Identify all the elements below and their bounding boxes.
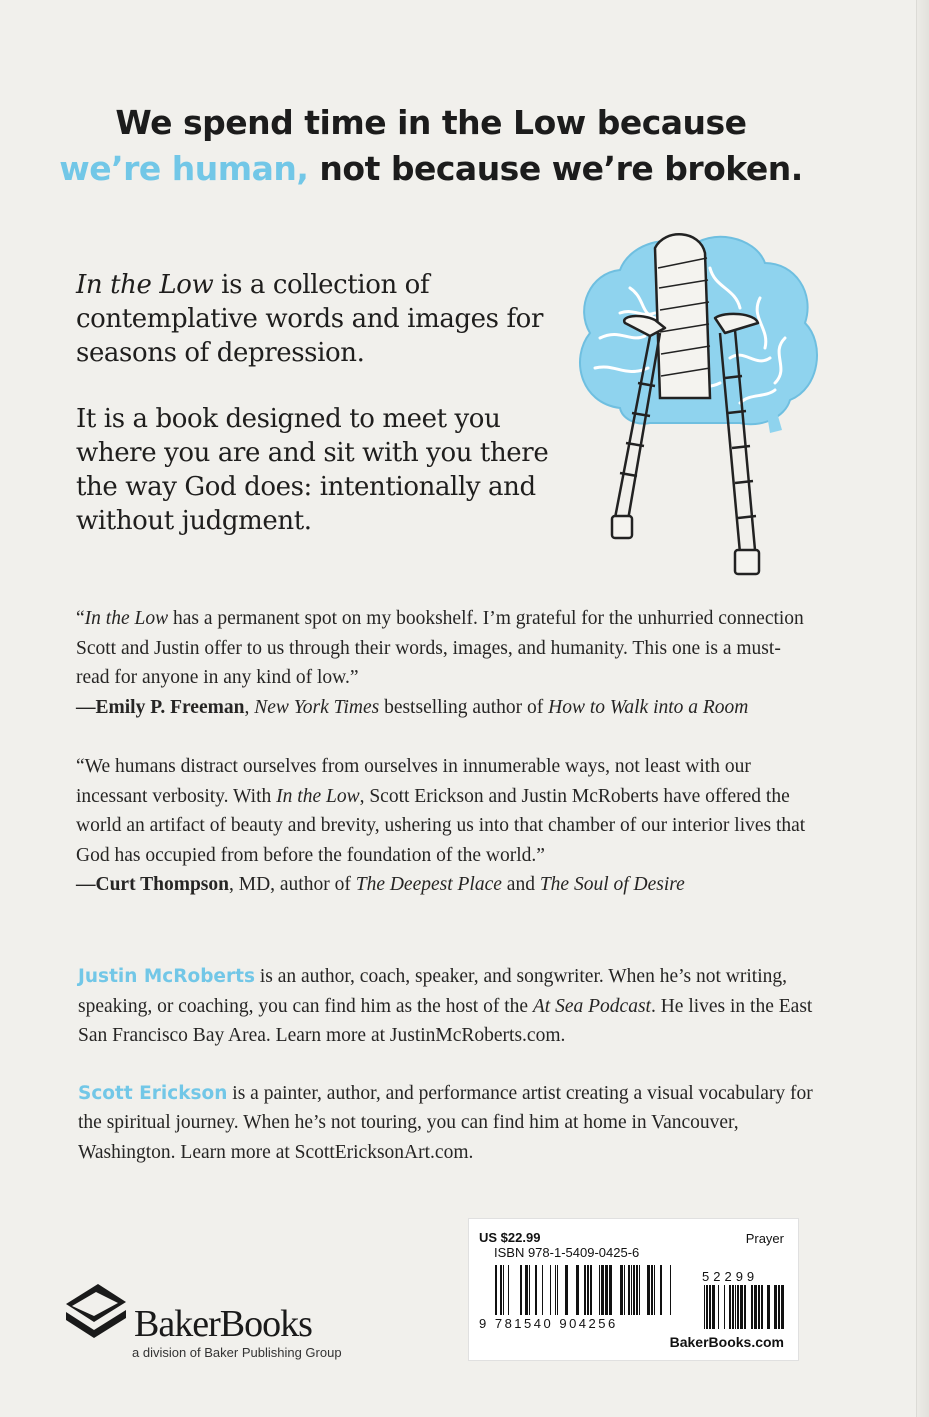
barcode-label xyxy=(468,1218,799,1361)
headline-rest: not because we’re broken. xyxy=(308,149,803,188)
intro-paragraph-1 xyxy=(76,268,556,370)
bio-text: is a painter, author, and performance artist creating a visual vocabulary for the spiritual journey. When he’s not touring, you can find him at home in Vancouver, Washington. Learn more at ScottEricksonArt.com. xyxy=(78,1082,813,1163)
spine-edge xyxy=(916,0,929,1417)
endorsement-1 xyxy=(76,604,806,722)
quote-book-title: In the Low xyxy=(84,608,169,629)
author-bios xyxy=(78,962,818,1195)
bandage-icon xyxy=(655,234,710,398)
quote-text-pre: “We humans distract ourselves from ourselves in innumerable ways, not least with our incessant verbosity. With xyxy=(76,756,751,807)
publisher-logo xyxy=(64,1282,364,1372)
quote-dash: — xyxy=(76,696,96,718)
bio-podcast: At Sea Podcast xyxy=(532,995,651,1017)
intro-blurb xyxy=(76,268,556,570)
quote-author-book: How to Walk into a Room xyxy=(548,696,749,718)
quote-book-title: In the Low xyxy=(276,785,360,807)
barcode-price: US $22.99 xyxy=(479,1230,541,1245)
barcode-site: BakerBooks.com xyxy=(669,1334,784,1350)
bio-text-end: . He lives in the East San Francisco Bay Area. Learn more at JustinMcRoberts.com. xyxy=(78,995,813,1046)
headline-line-2 xyxy=(0,146,862,192)
quote-separator: , xyxy=(244,696,255,718)
barcode-isbn: ISBN 978-1-5409-0425-6 xyxy=(494,1245,640,1260)
endorsement-2 xyxy=(76,752,806,900)
quote-credential-text: bestselling author of xyxy=(379,696,549,718)
book-stack-icon xyxy=(64,1282,128,1340)
quote-author: Curt Thompson xyxy=(95,874,229,895)
barcode-price-code: 52299 xyxy=(702,1269,759,1284)
bio-justin xyxy=(78,962,818,1051)
quote-attribution xyxy=(76,693,806,723)
quote-attribution xyxy=(76,870,806,900)
bio-text: is an author, coach, speaker, and songwriter. When he’s not writing, speaking, or coaching, you can find him as the host of the xyxy=(78,966,787,1017)
quote-open-mark: “ xyxy=(76,608,85,629)
quote-text: , Scott Erickson and Justin McRoberts have offered the world an artifact of beauty and brevity, ushering us into that chamber of our interior lives that God has occupied from before the foundation of the world.” xyxy=(76,785,806,866)
barcode-digits: 9 781540 904256 xyxy=(479,1316,618,1331)
quote-author: Emily P. Freeman xyxy=(95,696,245,718)
quote-author-book-1: The Deepest Place xyxy=(355,874,502,895)
quote-credential: New York Times xyxy=(254,696,380,718)
headline-accent: we’re human, xyxy=(59,149,309,188)
brain-crutch-illustration xyxy=(560,218,830,588)
bio-scott xyxy=(78,1079,818,1168)
publisher-subtitle: a division of Baker Publishing Group xyxy=(132,1345,342,1360)
publisher-name: BakerBooks xyxy=(134,1303,312,1345)
bio-name: Justin McRoberts xyxy=(78,966,255,987)
quote-and: and xyxy=(501,874,540,895)
intro-book-title: In the Low xyxy=(76,270,214,300)
headline xyxy=(0,100,862,192)
quote-dash: — xyxy=(76,874,96,895)
intro-paragraph-1-text: is a collection of contemplative words and images for seasons of depression. xyxy=(76,270,543,368)
quote-credential-text: , MD, author of xyxy=(228,874,356,895)
bio-name: Scott Erickson xyxy=(78,1082,228,1104)
quote-author-book-2: The Soul of Desire xyxy=(539,874,685,895)
barcode-category: Prayer xyxy=(745,1231,784,1246)
intro-paragraph-2: It is a book designed to meet you where you are and sit with you there the way God does: intentionally and without judgment. xyxy=(76,404,549,536)
quote-text: has a permanent spot on my bookshelf. I’m grateful for the unhurried connection Scott and Justin offer to us through their words, images, and humanity. This one is a must-read for anyone in any kind of low.” xyxy=(76,608,804,688)
headline-line-1: We spend time in the Low because xyxy=(115,103,747,142)
endorsements xyxy=(76,604,806,930)
